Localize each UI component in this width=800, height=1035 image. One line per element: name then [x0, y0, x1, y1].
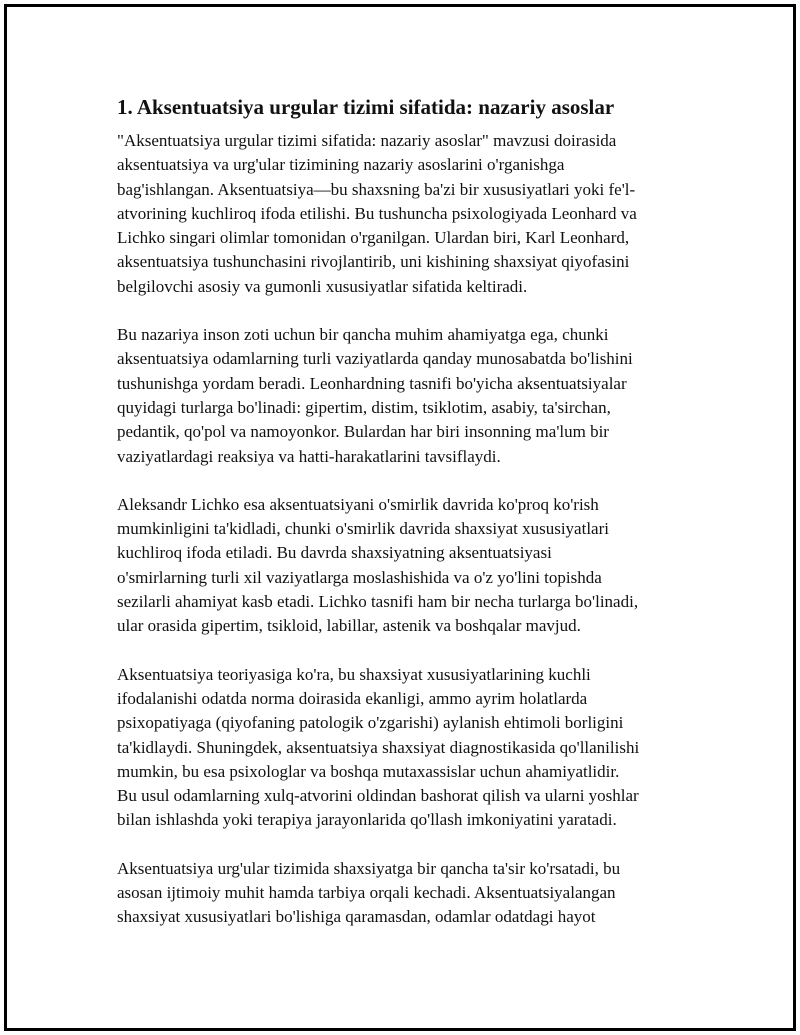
text-line: Aleksandr Lichko esa aksentuatsiyani o'smirlik davrida ko'proq ko'rish [117, 494, 599, 514]
text-line: quyidagi turlarga bo'linadi: gipertim, distim, tsiklotim, asabiy, ta'sirchan, [117, 397, 611, 417]
text-line: ta'kidlaydi. Shuningdek, aksentuatsiya shaxsiyat diagnostikasida qo'llanilishi [117, 737, 640, 757]
text-line: vaziyatlardagi reaksiya va hatti-harakatlarini tavsiflaydi. [117, 446, 501, 466]
paragraph [117, 493, 697, 639]
text-line: belgilovchi asosiy va gumonli xususiyatlar sifatida keltiradi. [117, 276, 528, 296]
text-line: asosan ijtimoiy muhit hamda tarbiya orqali kechadi. Aksentuatsiyalangan [117, 883, 616, 903]
text-line: bag'ishlangan. Aksentuatsiya—bu shaxsning ba'zi bir xususiyatlari yoki fe'l- [117, 179, 636, 199]
paragraph [117, 323, 697, 469]
text-line: Aksentuatsiya teoriyasiga ko'ra, bu shaxsiyat xususiyatlarining kuchli [117, 664, 591, 684]
text-line: ular orasida gipertim, tsikloid, labillar, astenik va boshqalar mavjud. [117, 616, 581, 636]
text-line: aksentuatsiya odamlarning turli vaziyatlarda qanday munosabatda bo'lishini [117, 349, 633, 369]
text-line: sezilarli ahamiyat kasb etadi. Lichko tasnifi ham bir necha turlarga bo'linadi, [117, 592, 639, 612]
text-line: Bu nazariya inson zoti uchun bir qancha muhim ahamiyatga ega, chunki [117, 325, 609, 345]
paragraph [117, 857, 697, 930]
text-line: pedantik, qo'pol va namoyonkor. Bulardan har biri insonning ma'lum bir [117, 422, 609, 442]
text-line: o'smirlarning turli xil vaziyatlarga moslashishida va o'z yo'lini topishda [117, 567, 602, 587]
text-line: mumkinligini ta'kidladi, chunki o'smirlik davrida shaxsiyat xususiyatlari [117, 519, 609, 539]
section-heading: 1. Aksentuatsiya urgular tizimi sifatida: nazariy asoslar [117, 95, 615, 119]
text-line: "Aksentuatsiya urgular tizimi sifatida: nazariy asoslar" mavzusi doirasida [117, 131, 617, 150]
text-line: kuchliroq ifoda etiladi. Bu davrda shaxsiyatning aksentuatsiyasi [117, 543, 552, 563]
text-line: shaxsiyat xususiyatlari bo'lishiga qaramasdan, odamlar odatdagi hayot [117, 907, 596, 927]
text-line: Lichko singari olimlar tomonidan o'rganilgan. Ulardan biri, Karl Leonhard, [117, 228, 630, 248]
document-body [117, 93, 697, 954]
text-line: Bu usul odamlarning xulq-atvorini oldindan bashorat qilish va ularni yoshlar [117, 786, 639, 806]
text-line: Aksentuatsiya urg'ular tizimida shaxsiyatga bir qancha ta'sir ko'rsatadi, bu [117, 858, 621, 878]
text-line: atvorining kuchliroq ifoda etilishi. Bu tushuncha psixologiyada Leonhard va [117, 203, 637, 223]
text-line: bilan ishlashda yoki terapiya jarayonlarida qo'llash imkoniyatini yaratadi. [117, 810, 617, 830]
text-line: aksentuatsiya tushunchasini rivojlantirib, uni kishining shaxsiyat qiyofasini [117, 252, 630, 272]
paragraph [117, 663, 697, 833]
text-line: ifodalanishi odatda norma doirasida ekanligi, ammo ayrim holatlarda [117, 688, 588, 708]
text-line: aksentuatsiya va urg'ular tizimining nazariy asoslarini o'rganishga [117, 155, 565, 175]
text-line: tushunishga yordam beradi. Leonhardning tasnifi bo'yicha aksentuatsiyalar [117, 373, 627, 393]
text-line: psixopatiyaga (qiyofaning patologik o'zgarishi) aylanish ehtimoli borligini [117, 713, 624, 733]
paragraph-list [117, 129, 697, 930]
paragraph [117, 129, 697, 299]
text-line: mumkin, bu esa psixologlar va boshqa mutaxassislar uchun ahamiyatlidir. [117, 761, 620, 781]
